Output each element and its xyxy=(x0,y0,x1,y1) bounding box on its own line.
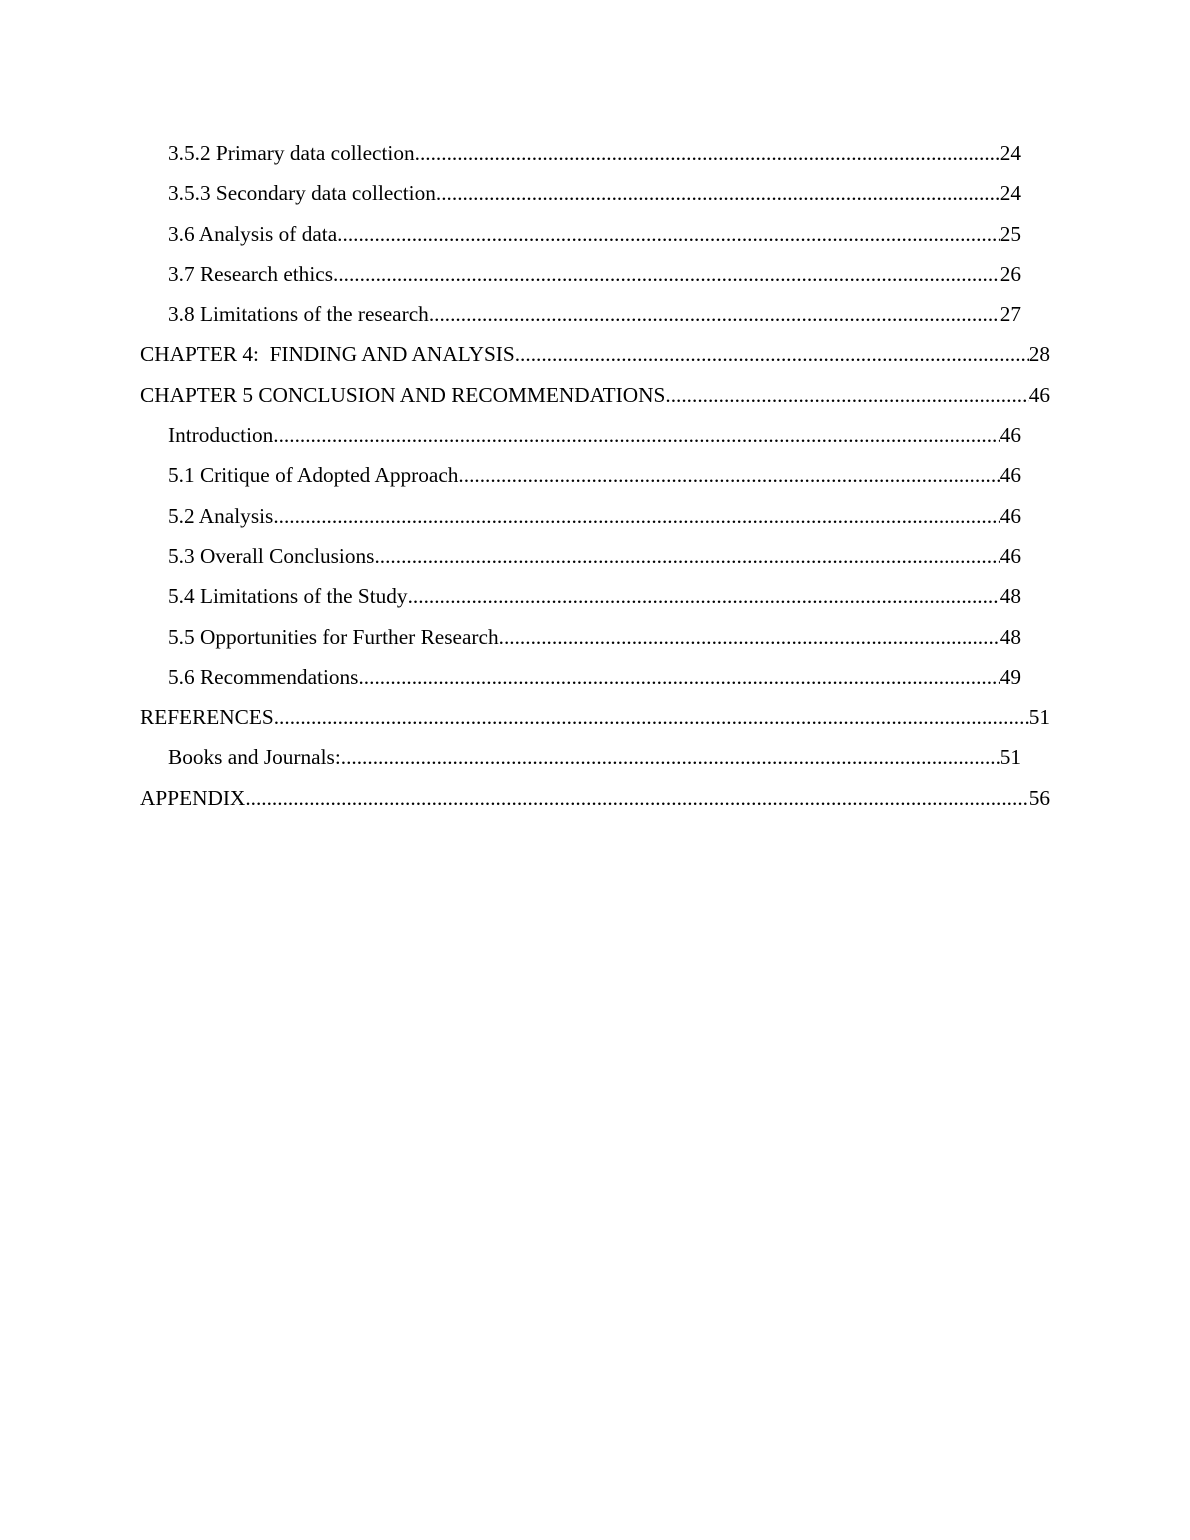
toc-entry[interactable] xyxy=(0,657,1190,697)
toc-entry[interactable] xyxy=(0,737,1190,777)
toc-entry[interactable] xyxy=(0,415,1190,455)
toc-page-number: 24 xyxy=(999,141,1021,165)
toc-entry-title: APPENDIX xyxy=(140,785,246,810)
toc-entry-title: 3.5.3 Secondary data collection xyxy=(168,181,436,206)
toc-page-number: 24 xyxy=(999,181,1021,206)
toc-dot-leader xyxy=(429,294,1000,334)
toc-dot-leader xyxy=(337,214,1000,254)
toc-entry-title: CHAPTER 4: FINDING AND ANALYSIS xyxy=(140,342,515,367)
toc-entry[interactable] xyxy=(0,294,1190,334)
toc-page-number: 25 xyxy=(999,221,1021,246)
toc-page-number: 46 xyxy=(999,503,1021,528)
toc-dot-leader xyxy=(274,697,1029,737)
toc-dot-leader xyxy=(374,536,999,576)
toc-dot-leader xyxy=(408,576,1000,616)
toc-entry-title: 5.1 Critique of Adopted Approach xyxy=(168,463,459,488)
toc-page-number: 48 xyxy=(999,584,1021,609)
toc-entry-title: 5.2 Analysis xyxy=(168,503,274,528)
toc-page-number: 48 xyxy=(999,624,1021,649)
toc-page-number: 49 xyxy=(999,664,1021,689)
toc-page-number: 28 xyxy=(1028,342,1050,367)
toc-page-number: 51 xyxy=(1028,705,1050,730)
toc-entry[interactable] xyxy=(0,455,1190,495)
toc-page-number: 27 xyxy=(999,302,1021,327)
toc-dot-leader xyxy=(515,334,1029,374)
toc-entry[interactable] xyxy=(0,173,1190,213)
toc-page-number: 46 xyxy=(999,423,1021,448)
toc-dot-leader xyxy=(436,173,1000,213)
toc-entry-title: Introduction xyxy=(168,423,274,448)
toc-page-number: 51 xyxy=(999,745,1021,770)
toc-entry-title: 3.8 Limitations of the research xyxy=(168,302,429,327)
toc-entry[interactable] xyxy=(0,576,1190,616)
toc-entry[interactable] xyxy=(0,536,1190,576)
toc-entry-title: 3.5.2 Primary data collection xyxy=(168,141,415,165)
toc-dot-leader xyxy=(415,133,1000,173)
toc-entry-title: 3.7 Research ethics xyxy=(168,261,333,286)
toc-entry[interactable] xyxy=(0,133,1190,173)
toc-entry-title: REFERENCES xyxy=(140,705,274,730)
toc-entry-chapter[interactable] xyxy=(0,778,1190,818)
toc-page-number: 46 xyxy=(999,543,1021,568)
toc-entry-title: 5.6 Recommendations xyxy=(168,664,359,689)
toc-page-number: 56 xyxy=(1028,785,1050,810)
toc-entry-chapter[interactable] xyxy=(0,334,1190,374)
toc-dot-leader xyxy=(245,778,1028,818)
toc-dot-leader xyxy=(499,617,1000,657)
toc-entry[interactable] xyxy=(0,496,1190,536)
toc-dot-leader xyxy=(341,737,1000,777)
toc-page-number: 46 xyxy=(999,463,1021,488)
toc-page-number: 46 xyxy=(1028,382,1050,407)
toc-dot-leader xyxy=(358,657,999,697)
toc-dot-leader xyxy=(333,254,1000,294)
toc-entry[interactable] xyxy=(0,214,1190,254)
toc-entry-title: Books and Journals: xyxy=(168,745,341,770)
toc-dot-leader xyxy=(273,496,999,536)
toc-entry-title: 5.5 Opportunities for Further Research xyxy=(168,624,499,649)
toc-dot-leader xyxy=(665,375,1028,415)
toc-dot-leader xyxy=(458,455,999,495)
toc-page-number: 26 xyxy=(999,261,1021,286)
toc-entry[interactable] xyxy=(0,254,1190,294)
toc-entry-chapter[interactable] xyxy=(0,697,1190,737)
table-of-contents xyxy=(0,133,1190,818)
toc-entry[interactable] xyxy=(0,617,1190,657)
toc-entry-chapter[interactable] xyxy=(0,375,1190,415)
toc-entry-title: 5.4 Limitations of the Study xyxy=(168,584,408,609)
toc-entry-title: 3.6 Analysis of data xyxy=(168,221,338,246)
toc-entry-title: 5.3 Overall Conclusions xyxy=(168,543,375,568)
toc-entry-title: CHAPTER 5 CONCLUSION AND RECOMMENDATIONS xyxy=(140,382,666,407)
toc-dot-leader xyxy=(273,415,999,455)
